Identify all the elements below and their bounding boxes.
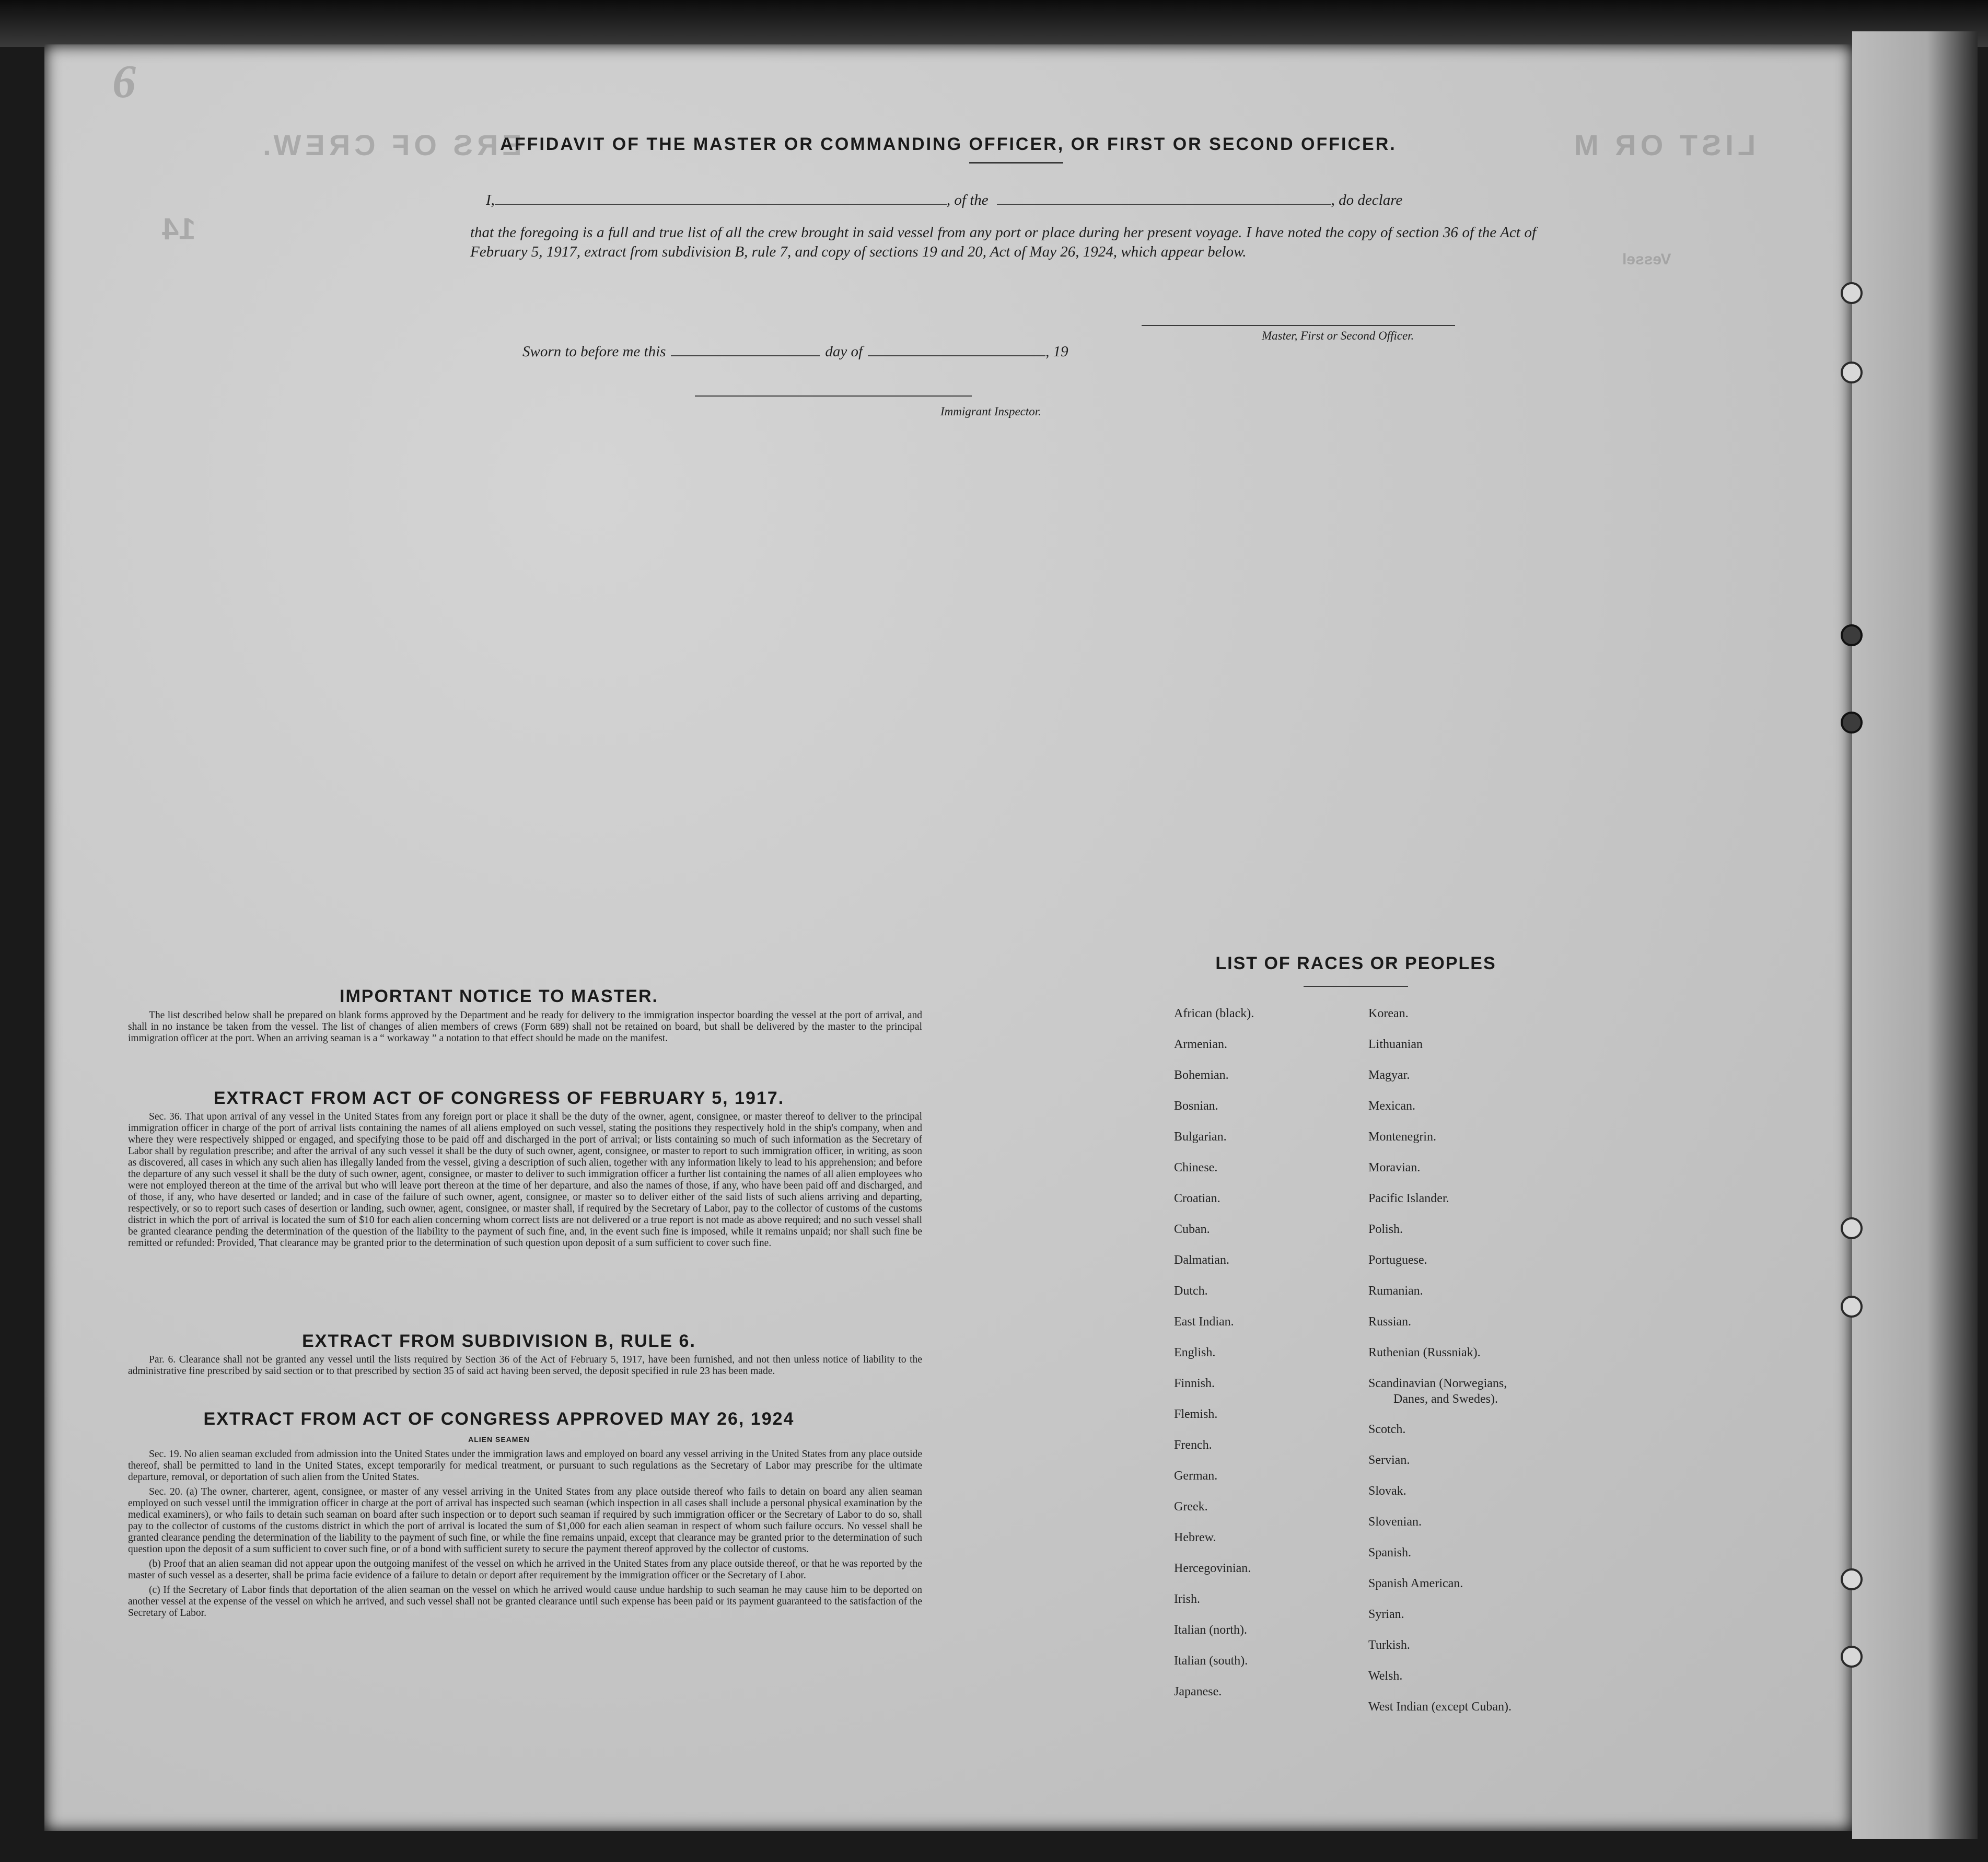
- affidavit-body: that the foregoing is a full and true list of all the crew brought in said vessel from any port or place during her present voyage. I have noted the copy of section 36 of the Act of February 5, 1917, extract from subdivision B, rule 7, and copy of sections 19 and 20, Act of May 26, 1924, which appear below.: [470, 224, 1536, 260]
- race-item: English.: [1174, 1346, 1216, 1359]
- race-item: Italian (north).: [1174, 1623, 1247, 1637]
- race-item: Magyar.: [1368, 1068, 1410, 1082]
- race-item: Korean.: [1368, 1007, 1409, 1020]
- bleed-crew-fragment: ERS OF CREW.: [259, 129, 522, 161]
- extract-1924-body: [128, 1449, 922, 1622]
- binding-hole-icon: [1841, 1646, 1863, 1668]
- affidavit-i-label: I,: [486, 192, 495, 208]
- master-signature-label: Master, First or Second Officer.: [1262, 329, 1414, 342]
- extract-rule6-body: [128, 1354, 922, 1380]
- affidavit-title-rule: [969, 162, 1063, 164]
- race-item: Polish.: [1368, 1223, 1403, 1236]
- sec19-paragraph: Sec. 19. No alien seaman excluded from admission into the United States under the immigration laws and employed on board any vessel arriving in the United States from any place outside thereof, shall be permitted to land in the United States, except temporarily for medical treatment, or pursuant to such regulations as the Secretary of Labor may prescribe for the ultimate departure, removal, or deportation of such alien from the United States.: [128, 1449, 922, 1483]
- races-title: LIST OF RACES OR PEOPLES: [1215, 953, 1496, 973]
- sec36-paragraph: Sec. 36. That upon arrival of any vessel in the United States from any foreign port or place it shall be the duty of the owner, agent, consignee, or master thereof to deliver to the principal immigration officer in charge of the port of arrival lists containing the names of all aliens employed on such vessel, stating the positions they respectively hold in the ship's company, when and where they were respectively shipped or engaged, and specifying those to be paid off and discharged in the port of arrival; or lists containing so much of such information as the Secretary of Labor shall by regulation prescribe; and after the arrival of any such vessel it shall be the duty of such owner, agent, consignee, or master to report to such immigration officer, in writing, as soon as discovered, all cases in which any such alien has illegally landed from the vessel, giving a description of such alien, together with any information likely to lead to his apprehension; and before the departure of any such vessel it shall be the duty of such owner, agent, consignee, or master to deliver to such immigration officer a further list containing the names of all alien employees who were not employed thereon at the time of the arrival but who will leave port thereon at the time of her departure, and also the names of those, if any, who have been paid off and discharged, and of those, if any, who have deserted or landed; and in case of the failure of such owner, agent, consignee, or master so to deliver either of the said lists of such aliens arriving and departing, respectively, or so to report such cases of desertion or landing, such owner, agent, consignee, or master shall, if required by the Secretary of Labor, pay to the collector of customs of the customs district in which the port of arrival is located the sum of $10 for each alien concerning whom correct lists are not delivered or a true report is not made as above required; and no such vessel shall be granted clearance pending the determination of the question of the liability to the payment of such fine, and, in the event such fine is imposed, while it remains unpaid; nor shall such fine be remitted or refunded: Provided, That clearance may be granted prior to the determination of such question upon deposit of a sum sufficient to cover such fine.: [128, 1111, 922, 1249]
- binding-hole-icon: [1841, 1568, 1863, 1590]
- race-item: Dalmatian.: [1174, 1253, 1229, 1267]
- race-item: Irish.: [1174, 1592, 1200, 1606]
- race-item: Danes, and Swedes).: [1393, 1392, 1498, 1406]
- race-item: Montenegrin.: [1368, 1130, 1436, 1144]
- race-item: Bohemian.: [1174, 1068, 1229, 1082]
- scan-top-edge: [0, 0, 1988, 47]
- affidavit-name-blank[interactable]: [495, 204, 947, 205]
- race-item: Flemish.: [1174, 1407, 1218, 1421]
- binding-hole-icon: [1841, 1296, 1863, 1318]
- race-item: Finnish.: [1174, 1377, 1215, 1390]
- sec20c-paragraph: (c) If the Secretary of Labor finds that deportation of the alien seaman on the vessel on which he arrived would cause undue hardship to such seaman he may cause him to be deported on another vessel at the expense of the vessel on which he arrived, and such vessel shall not be granted clearance until such expense has been paid or its payment guaranteed to the satisfaction of the Secretary of Labor.: [128, 1585, 922, 1619]
- race-item: Bosnian.: [1174, 1099, 1218, 1113]
- race-item: Hercegovinian.: [1174, 1562, 1251, 1575]
- race-item: Moravian.: [1368, 1161, 1421, 1174]
- race-item: Japanese.: [1174, 1685, 1222, 1698]
- race-item: German.: [1174, 1469, 1218, 1483]
- race-item: Turkish.: [1368, 1638, 1410, 1652]
- races-right-column: [1368, 998, 1512, 1723]
- binding-hole-icon: [1841, 282, 1863, 304]
- extract-1917-title: EXTRACT FROM ACT OF CONGRESS OF FEBRUARY 5, 1917.: [213, 1088, 785, 1108]
- affidavit-title: AFFIDAVIT OF THE MASTER OR COMMANDING OFFICER, OR FIRST OR SECOND OFFICER.: [500, 134, 1397, 154]
- race-item: Armenian.: [1174, 1038, 1227, 1051]
- race-item: Hebrew.: [1174, 1531, 1216, 1544]
- master-signature-line[interactable]: [1142, 325, 1455, 326]
- bleed-vessel-label: Vessel: [1622, 251, 1671, 268]
- binding-hole-icon: [1841, 362, 1863, 383]
- race-item: Italian (south).: [1174, 1654, 1248, 1668]
- sec20a-paragraph: Sec. 20. (a) The owner, charterer, agent, consignee, or master of any vessel arriving in the United States from any place outside thereof who fails to detain on board any alien seaman employed on such vessel until the immigration officer in charge at the port of arrival has inspected such seaman (which inspection in all cases shall include a personal physical examination by the medical examiners), or who fails to detain such seaman on board after such inspection or to deport such seaman if required by such immigration officer or the Secretary of Labor to do so, shall pay to the collector of customs of the customs district in which the port of arrival is located the sum of $1,000 for each alien seaman in respect of whom such failure occurs. No vessel shall be granted clearance pending the determination of the liability to the payment of such fine, or while the fine remains unpaid, except that clearance may be granted prior to the determination of such question upon the deposit of a sum sufficient to cover such fine, or of a bond with sufficient surety to secure the payment thereof approved by the collector of customs.: [128, 1486, 922, 1555]
- sworn-year-label: , 19: [1045, 343, 1068, 360]
- notice-body: [128, 1010, 922, 1048]
- affidavit-of-the-label: , of the: [946, 192, 989, 208]
- extract-rule6-title: EXTRACT FROM SUBDIVISION B, RULE 6.: [302, 1331, 696, 1351]
- races-title-rule: [1304, 986, 1408, 987]
- race-item: Slovenian.: [1368, 1515, 1422, 1529]
- race-item: Spanish American.: [1368, 1577, 1463, 1590]
- race-item: Lithuanian: [1368, 1038, 1423, 1051]
- affidavit-do-declare-label: , do declare: [1331, 192, 1403, 208]
- extract-1917-body: [128, 1111, 922, 1252]
- document-page: [44, 44, 1852, 1831]
- race-item: Mexican.: [1368, 1099, 1415, 1113]
- binding-hole-icon: [1841, 624, 1863, 646]
- binding-hole-icon: [1841, 712, 1863, 734]
- affidavit-vessel-blank[interactable]: [997, 204, 1331, 205]
- bleed-sheet-number: 6: [112, 56, 136, 108]
- race-item: Cuban.: [1174, 1223, 1210, 1236]
- race-item: Syrian.: [1368, 1608, 1404, 1621]
- sworn-day-of-label: day of: [825, 343, 863, 360]
- sworn-day-blank[interactable]: [671, 355, 820, 356]
- race-item: Portuguese.: [1368, 1253, 1427, 1267]
- binding-hole-icon: [1841, 1217, 1863, 1239]
- extract-1924-title: EXTRACT FROM ACT OF CONGRESS APPROVED MAY 26, 1924: [203, 1409, 795, 1429]
- race-item: Slovak.: [1368, 1484, 1406, 1498]
- race-item: Russian.: [1368, 1315, 1412, 1329]
- race-item: West Indian (except Cuban).: [1368, 1700, 1512, 1714]
- race-item: Bulgarian.: [1174, 1130, 1227, 1144]
- race-item: Dutch.: [1174, 1284, 1208, 1298]
- race-item: Greek.: [1174, 1500, 1208, 1514]
- sworn-prefix: Sworn to before me this: [522, 343, 666, 360]
- race-item: Rumanian.: [1368, 1284, 1423, 1298]
- race-item: French.: [1174, 1438, 1212, 1452]
- race-item: Ruthenian (Russniak).: [1368, 1346, 1481, 1359]
- bleed-page-number: 14: [162, 212, 196, 246]
- race-item: Chinese.: [1174, 1161, 1218, 1174]
- race-item: Scotch.: [1368, 1423, 1406, 1436]
- affidavit-declaration-line: [486, 192, 1547, 209]
- sec20b-paragraph: (b) Proof that an alien seaman did not appear upon the outgoing manifest of the vessel on which he arrived in the United States from any place outside thereof, or that he was reported by the master of such vessel as a deserter, shall be prima facie evidence of a failure to detain or deport after requirement by the immigration officer or the Secretary of Labor.: [128, 1558, 922, 1581]
- race-item: Servian.: [1368, 1453, 1410, 1467]
- notice-paragraph: The list described below shall be prepared on blank forms approved by the Department and be ready for delivery to the immigration inspector boarding the vessel at the port of arrival, and shall in no instance be taken from the vessel. The list of changes of alien members of crews (Form 689) shall not be retained on board, but shall be delivered by the master to the principal immigration officer at the port. When an arriving seaman is a “ workaway ” a notation to that effect should be made on the manifest.: [128, 1010, 922, 1044]
- race-item: East Indian.: [1174, 1315, 1234, 1329]
- race-item: Croatian.: [1174, 1192, 1220, 1205]
- race-item: Spanish.: [1368, 1546, 1412, 1560]
- sworn-month-blank[interactable]: [868, 355, 1045, 356]
- inspector-signature-label: Immigrant Inspector.: [940, 405, 1041, 418]
- race-item: Scandinavian (Norwegians,: [1368, 1377, 1507, 1390]
- race-item: African (black).: [1174, 1007, 1254, 1020]
- sworn-line: [522, 343, 1068, 360]
- inspector-signature-line[interactable]: [695, 395, 972, 397]
- race-item: Welsh.: [1368, 1669, 1403, 1683]
- binding-margin: [1852, 31, 1978, 1839]
- bleed-title-fragment: LIST OR M: [1570, 129, 1756, 161]
- race-item: Pacific Islander.: [1368, 1192, 1449, 1205]
- rule6-paragraph: Par. 6. Clearance shall not be granted any vessel until the lists required by Section 36 of the Act of February 5, 1917, have been furnished, and not then unless notice of liability to the administrative fine prescribed by said section or to that prescribed by section 35 of said act having been served, the deposit specified in rule 23 has been made.: [128, 1354, 922, 1377]
- notice-title: IMPORTANT NOTICE TO MASTER.: [340, 986, 658, 1006]
- extract-1924-subtitle: ALIEN SEAMEN: [468, 1435, 530, 1444]
- races-left-column: [1174, 998, 1254, 1707]
